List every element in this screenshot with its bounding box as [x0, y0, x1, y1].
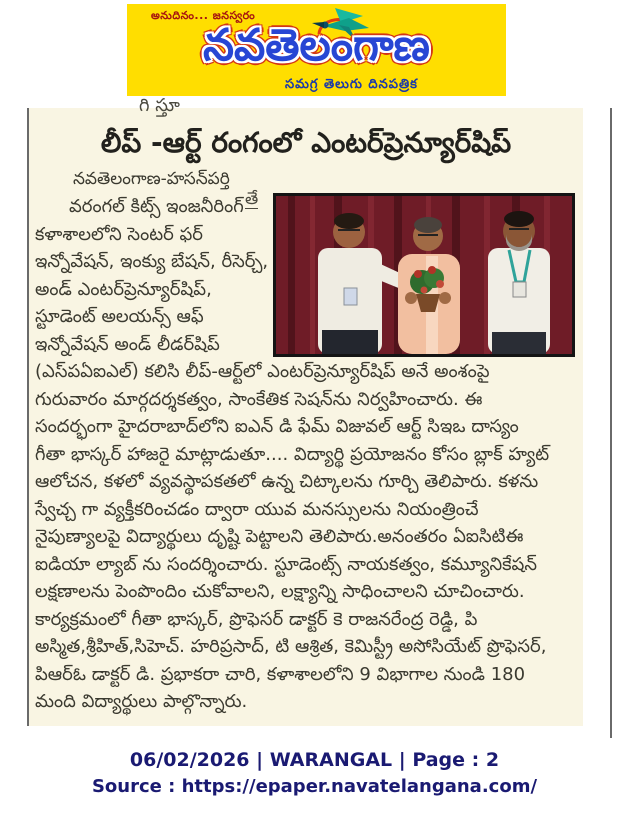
body-line: సందర్భంగా హైదరాబాద్‌లోని ఐఎన్ డి ఫేమ్ విజువల్ ఆర్ట్ సిఇఒ దాస్యం [35, 416, 519, 437]
article-body [35, 193, 575, 716]
body-line: కార్యక్రమంలో గీతా భాస్కర్, ప్రొఫెసర్ డాక్టర్ కె రాజనరేంద్ర రెడ్డి, పి [35, 608, 478, 630]
body-line: ఐడియా ల్యాబ్ ను సందర్శించారు. స్టూడెంట్స్ నాయకత్వం, కమ్యూనికేషన్ [35, 553, 537, 575]
news-clipping [27, 95, 583, 726]
article-byline: నవతెలంగాణ-హసన్‌పర్తి [73, 169, 230, 189]
body-line: ఇన్నోవేషన్ అండ్ లీడర్‌షిప్ [35, 333, 220, 355]
article-headline: లీప్ -ఆర్ట్ రంగంలో ఎంటర్‌ప్రెన్యూర్‌షిప్ [100, 126, 512, 159]
masthead-title: నవతెలంగాణ [203, 20, 430, 71]
epaper-footer [0, 748, 629, 799]
body-line: నైపుణ్యాలపై విద్యార్థులు దృష్టి పెట్టాలని తెలిపారు.అనంతరం ఏఐసిటిఈ [35, 526, 524, 547]
date-location-page: 06/02/2026 | WARANGAL | Page : 2 [129, 749, 500, 771]
news-photo [273, 193, 575, 357]
body-line: అస్మిత,శ్రీహిత్,సిహెచ్. హరిప్రసాద్, టి ఆశ్రిత, కెమిస్ట్రీ అసోసియేట్ ప్రొఫెసర్, [35, 636, 547, 657]
body-line: కళాశాలలోని సెంటర్ ఫర్ [35, 223, 203, 245]
source-url: Source : https://epaper.navatelangana.com/ [91, 776, 538, 797]
cropped-text-fragment-mid: తే [245, 189, 259, 209]
body-line: ఆలోచన, కళలో వ్యవస్థాపకతలో ఉన్న చిట్కాలను గూర్చి తెలిపారు. కళను [35, 471, 539, 492]
masthead-banner [127, 4, 506, 96]
body-line: గీతా భాస్కర్ హాజరై మాట్లాడుతూ.... విద్యార్థి ప్రయోజనం కోసం బ్లాక్ హ్యట్ [35, 443, 550, 465]
cropped-text-fragment-top: గి స్తూ [139, 95, 180, 116]
body-line: వరంగల్ కిట్స్ ఇంజనీరింగ్ [69, 196, 244, 217]
body-line: స్టూడెంట్ అలయన్స్ ఆఫ్ [35, 306, 204, 327]
body-line: పిఆర్ఓ డాక్టర్ డి. ప్రభాకరా చారి, కళాశాలలోని 9 విభాగాల నుండి 180 [35, 663, 526, 685]
body-line: అండ్ ఎంటర్‌ప్రెన్యూర్‌షిప్, [35, 278, 212, 300]
masthead-tagline-bottom: సమగ్ర తెలుగు దినపత్రిక [285, 77, 418, 92]
body-line: స్వేచ్చ గా వ్యక్తీకరించడం ద్వారా యువ మనస్సులను నియంత్రించే [35, 498, 479, 520]
body-line: (ఎస్‌పఏఐఎల్) కలిసి లీప్-ఆర్ట్‌లో ఎంటర్‌ప్రెన్యూర్‌షిప్ అనే అంశంపై [35, 361, 490, 382]
masthead-tagline-top: అనుదినం... జనస్వరం [151, 9, 256, 22]
body-line: గురువారం మార్గదర్శకత్వం, సాంకేతిక సెషన్‌ను నిర్వహించారు. ఈ [35, 388, 483, 410]
column-divider-rule [610, 108, 612, 738]
body-line: ఇన్నోవేషన్, ఇంక్యు బేషన్, రీసెర్చ్, [35, 251, 269, 272]
news-photo-scene [276, 196, 572, 354]
body-line: మంది విద్యార్థులు పాల్గొన్నారు. [35, 691, 248, 712]
body-line: లక్షణాలను పెంపొందిం చుకోవాలని, లక్ష్యాన్ని సాధించాలని చూచించారు. [35, 581, 525, 602]
